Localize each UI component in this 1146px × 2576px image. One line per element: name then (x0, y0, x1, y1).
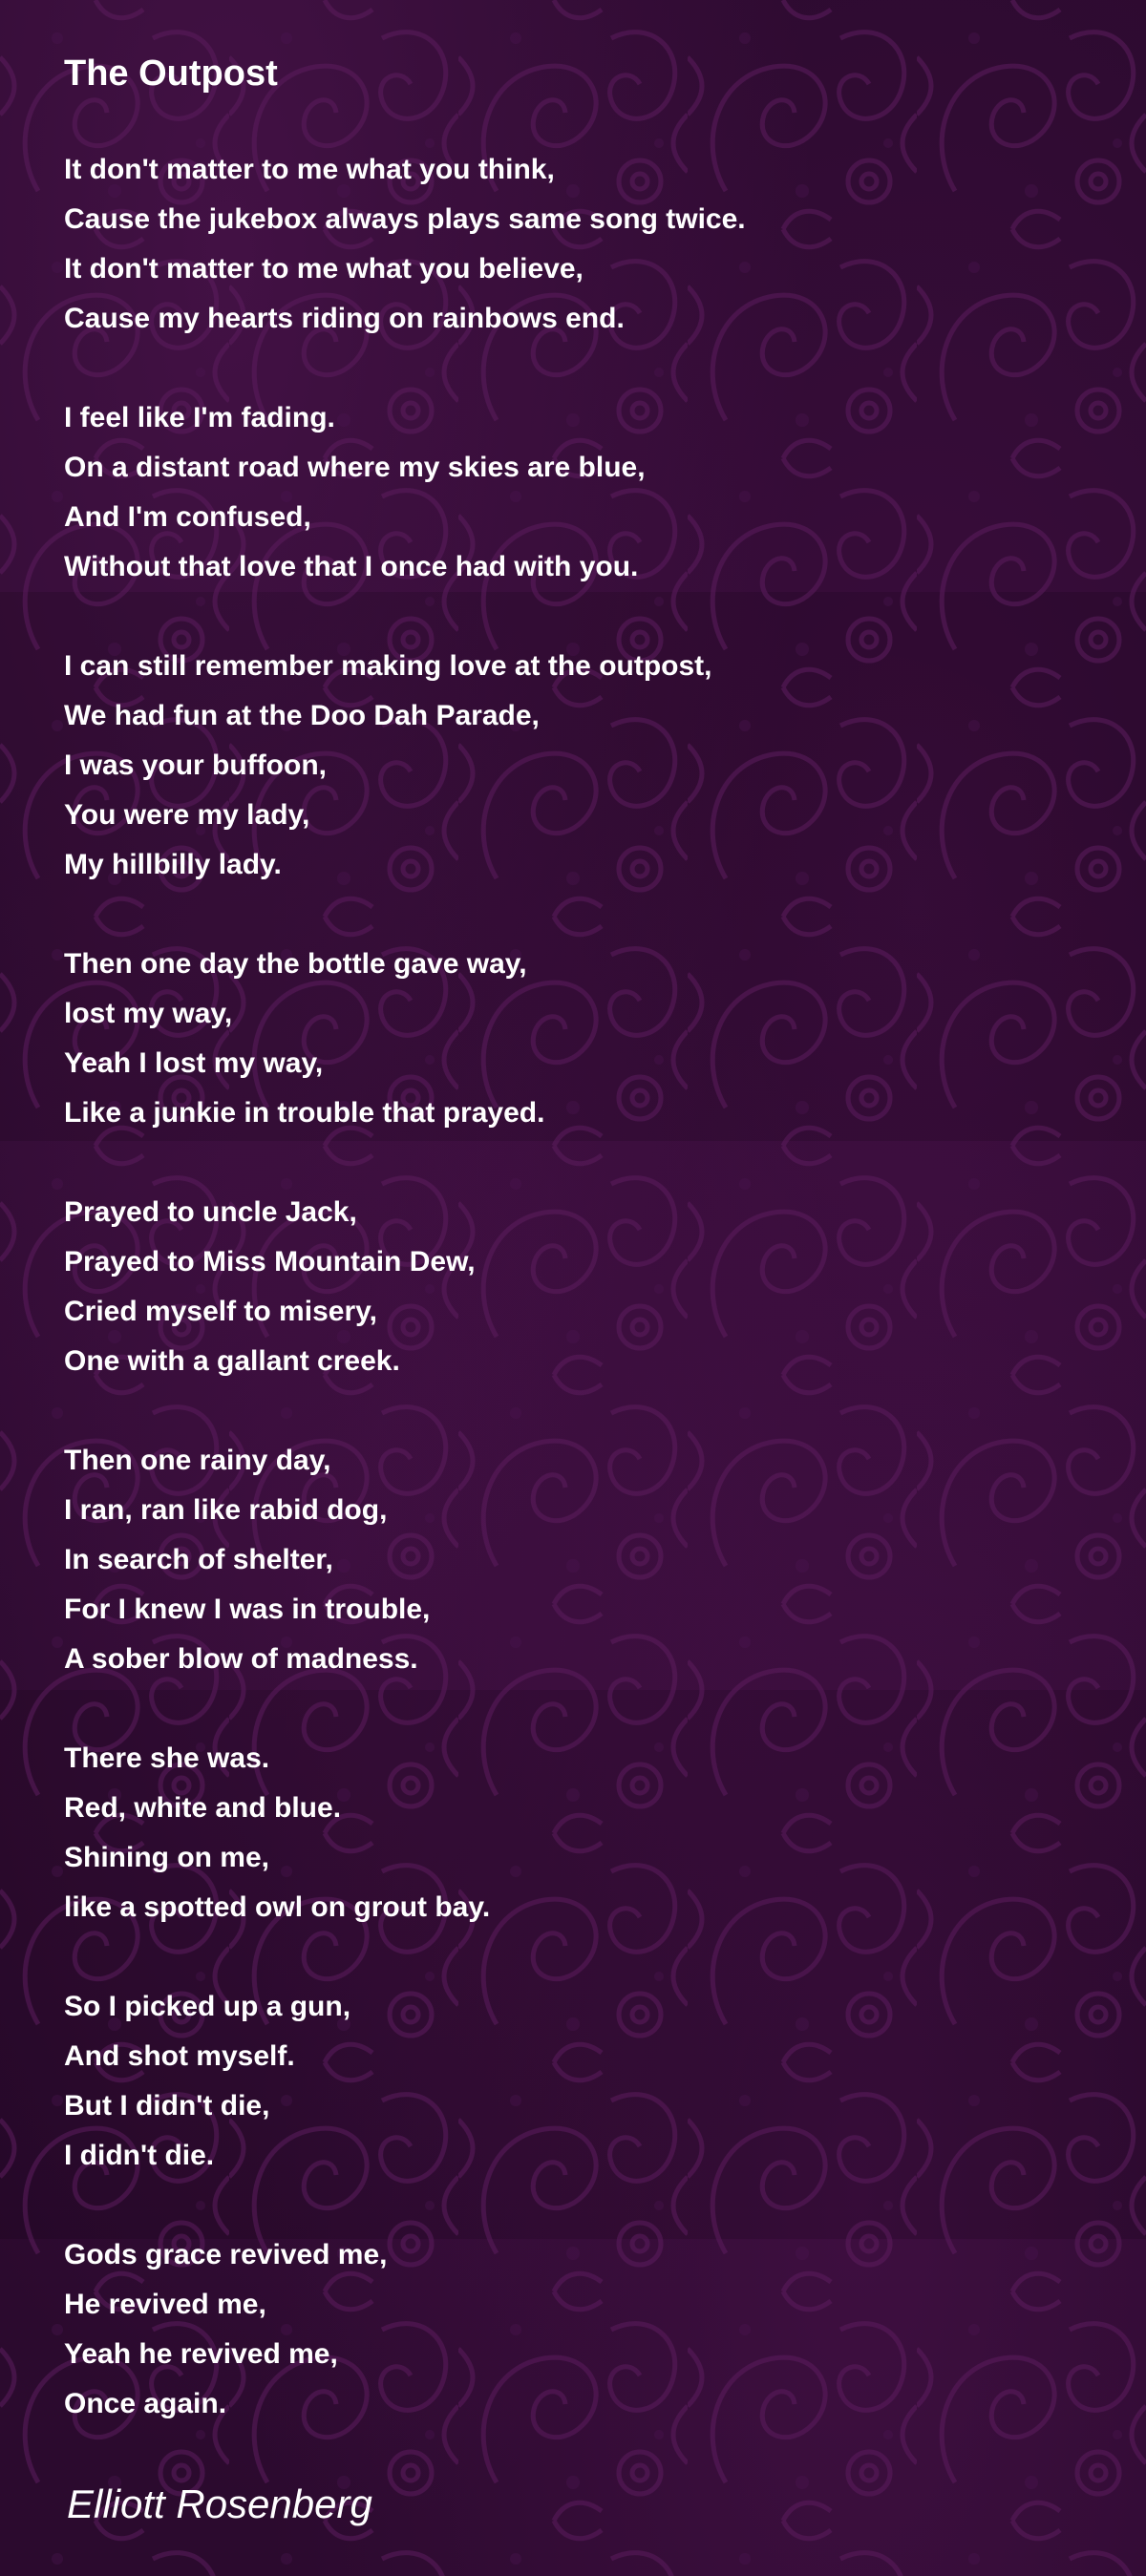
poem-line: Then one day the bottle gave way, (64, 948, 527, 980)
poem-line: My hillbilly lady. (64, 849, 282, 880)
poem-line: For I knew I was in trouble, (64, 1594, 431, 1625)
poem-line: In search of shelter, (64, 1544, 333, 1575)
poem-line: like a spotted owl on grout bay. (64, 1891, 491, 1923)
poem-line: Prayed to Miss Mountain Dew, (64, 1246, 476, 1277)
poem-line: lost my way, (64, 998, 233, 1029)
poem-line: We had fun at the Doo Dah Parade, (64, 700, 540, 731)
poem-line: One with a gallant creek. (64, 1345, 400, 1377)
poem-line: But I didn't die, (64, 2090, 270, 2122)
poem-content (64, 48, 1095, 2479)
poem-line: On a distant road where my skies are blue, (64, 452, 646, 483)
stanza (64, 1734, 1095, 1932)
poem-line: I was your buffoon, (64, 750, 327, 781)
stanza (64, 1982, 1095, 2181)
poem-line: Then one rainy day, (64, 1445, 331, 1476)
poem-line: There she was. (64, 1742, 270, 1774)
poem-line: Cause the jukebox always plays same song twice. (64, 203, 746, 235)
poem-line: I ran, ran like rabid dog, (64, 1494, 388, 1526)
poem-line: Without that love that I once had with you. (64, 551, 639, 582)
poem-line: Yeah I lost my way, (64, 1047, 324, 1079)
stanza (64, 940, 1095, 1138)
poem-line: And I'm confused, (64, 501, 311, 533)
poem-line: It don't matter to me what you believe, (64, 253, 584, 285)
stanza (64, 1188, 1095, 1386)
poem-line: Prayed to uncle Jack, (64, 1196, 357, 1228)
poem-body (64, 145, 1095, 2429)
stanza (64, 642, 1095, 890)
poem-author: Elliott Rosenberg (67, 2481, 372, 2526)
poem-line: And shot myself. (64, 2040, 295, 2072)
poem-line: I didn't die. (64, 2140, 215, 2171)
poem-line: Red, white and blue. (64, 1792, 342, 1824)
poem-line: Like a junkie in trouble that prayed. (64, 1097, 545, 1129)
poem-line: So I picked up a gun, (64, 1991, 351, 2022)
poem-line: Once again. (64, 2388, 227, 2419)
poem-line: You were my lady, (64, 799, 310, 831)
stanza (64, 393, 1095, 592)
poem-line: Gods grace revived me, (64, 2239, 388, 2270)
poem-line: Shining on me, (64, 1842, 269, 1873)
stanza (64, 1436, 1095, 1684)
poem-line: Cause my hearts riding on rainbows end. (64, 303, 625, 334)
poem-line: A sober blow of madness. (64, 1643, 418, 1675)
stanza (64, 2230, 1095, 2429)
poem-line: I can still remember making love at the outpost, (64, 650, 712, 682)
poem-line: Cried myself to misery, (64, 1296, 377, 1327)
stanza (64, 145, 1095, 344)
poem-line: I feel like I'm fading. (64, 402, 335, 433)
poem-title: The Outpost (64, 53, 278, 94)
poem-line: Yeah he revived me, (64, 2338, 338, 2370)
poem-line: It don't matter to me what you think, (64, 154, 555, 185)
poem-line: He revived me, (64, 2289, 266, 2320)
